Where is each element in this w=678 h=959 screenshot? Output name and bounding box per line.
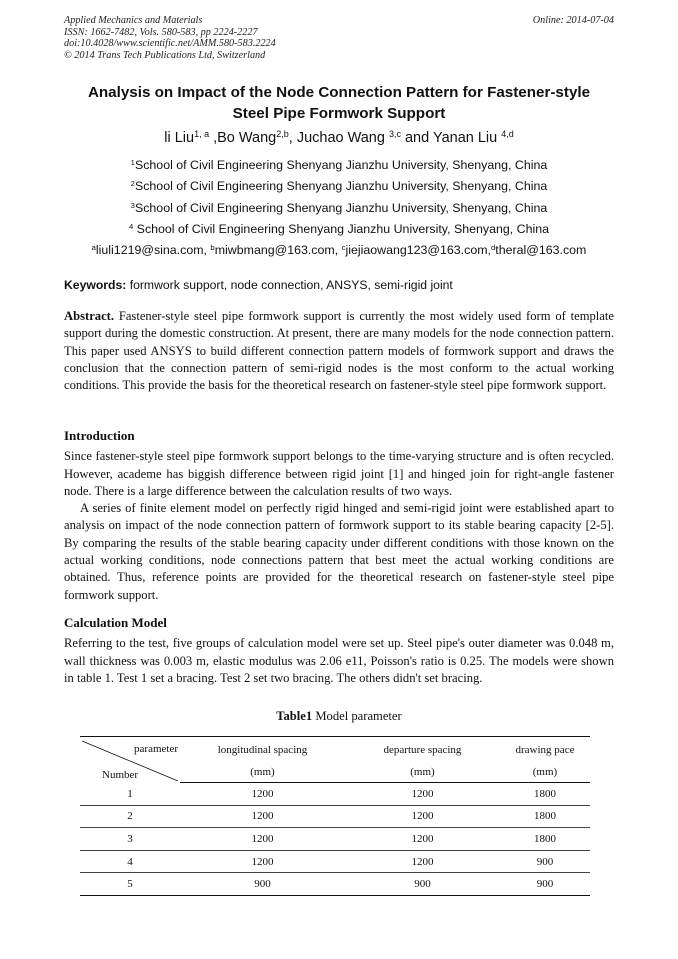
email-link[interactable]: jiejiaowang123@163.com,	[345, 243, 491, 258]
table-cell: 1200	[180, 850, 345, 873]
calculation-section	[64, 614, 614, 687]
author-sup: 3,c	[388, 129, 401, 140]
table-cell: 1	[80, 783, 180, 806]
email-sup: c	[341, 242, 346, 252]
table-cell: 1200	[345, 805, 500, 828]
affiliation	[0, 176, 678, 197]
table-cell: 1200	[180, 828, 345, 851]
table-caption-text: Model parameter	[312, 709, 402, 723]
author-name: Juchao Wang	[296, 130, 389, 146]
table-cell: 1800	[500, 805, 590, 828]
table-cell: 900	[500, 850, 590, 873]
table-cell: 2	[80, 805, 180, 828]
doi: doi:10.4028/www.scientific.net/AMM.580-583.2224	[64, 38, 276, 50]
table-row	[80, 805, 590, 828]
table-cell: 1200	[345, 828, 500, 851]
calculation-heading: Calculation Model	[64, 615, 167, 630]
affiliation	[0, 198, 678, 219]
abstract-label: Abstract.	[64, 309, 115, 323]
email-link[interactable]: liuli1219@sina.com,	[95, 243, 211, 258]
abstract	[64, 308, 614, 394]
affiliation-text: School of Civil Engineering Shenyang Jianzhu University, Shenyang, China	[134, 200, 548, 215]
table-cell: 1200	[345, 783, 500, 806]
author-name: Bo Wang	[217, 130, 277, 146]
introduction-heading: Introduction	[64, 428, 135, 443]
table-cell: 1800	[500, 828, 590, 851]
abstract-paragraph	[64, 308, 614, 394]
table-cell: 1200	[345, 850, 500, 873]
affiliation-sup: 3	[130, 200, 135, 210]
corner-parameter-label: parameter	[134, 743, 178, 755]
affiliation	[0, 219, 678, 240]
author-sep: ,	[288, 130, 297, 146]
author-sep: and	[400, 130, 433, 146]
table-row	[80, 783, 590, 806]
author-name: li Liu	[164, 130, 195, 146]
affiliation-sup: 4	[128, 221, 134, 231]
column-unit: (mm)	[345, 761, 500, 783]
table-caption-label: Table1	[276, 709, 313, 723]
email-sup: d	[490, 242, 496, 252]
journal-info	[64, 15, 276, 61]
calculation-paragraph: Referring to the test, five groups of calculation model were set up. Steel pipe's outer diameter was 0.048 m, wall thickness was 0.003 m, elastic modulus was 2.06 e11, Poisson's ratio is 0.25. The models were shown in table 1. Test 1 set a bracing. Test 2 set two bracing. The others didn't set bracing.	[64, 636, 614, 685]
title-line-2: Steel Pipe Formwork Support	[232, 105, 446, 122]
affiliation-sup: 1	[130, 157, 135, 167]
journal-name: Applied Mechanics and Materials	[64, 15, 203, 26]
affiliations	[0, 155, 678, 261]
author-sup: 4,d	[501, 129, 514, 140]
issn: ISSN: 1662-7482, Vols. 580-583, pp 2224-2227	[64, 26, 258, 38]
table-cell: 900	[180, 873, 345, 896]
table-cell: 900	[500, 873, 590, 896]
column-unit: (mm)	[180, 761, 345, 783]
column-header: longitudinal spacing	[180, 737, 345, 762]
affiliation-text: School of Civil Engineering Shenyang Jianzhu University, Shenyang, China	[134, 158, 548, 172]
column-unit: (mm)	[500, 761, 590, 783]
table-cell: 4	[80, 850, 180, 873]
table-corner-cell	[80, 737, 180, 783]
paper-title	[40, 82, 638, 124]
author-sup: 2,b	[276, 129, 289, 140]
affiliation-text: School of Civil Engineering Shenyang Jianzhu University, Shenyang, China	[133, 221, 550, 236]
column-header: departure spacing	[345, 737, 500, 762]
model-parameter-table	[80, 736, 590, 896]
email-link[interactable]: miwbmang@163.com,	[214, 243, 342, 258]
affiliation-sup: 2	[130, 179, 135, 189]
copyright: © 2014 Trans Tech Publications Ltd, Switzerland	[64, 49, 266, 61]
table-cell: 1200	[180, 805, 345, 828]
introduction-paragraph-1: Since fastener-style steel pipe formwork support belongs to the time-varying structure and is often recycled. However, academe has biggish difference between rigid joint [1] and hinged join for right-angle fastener node. There is a large difference between the calculation results of two ways.	[64, 449, 614, 498]
email-sup: a	[91, 242, 96, 252]
table-cell: 3	[80, 828, 180, 851]
table-caption	[0, 709, 678, 724]
table-cell: 1800	[500, 783, 590, 806]
table-cell: 1200	[180, 783, 345, 806]
author-list	[0, 130, 678, 146]
abstract-text: Fastener-style steel pipe formwork support is currently the most widely used form of template support during the domestic construction. At present, there are many models for the node connection pattern. This paper used ANSYS to build different connection pattern models of formwork support and draws the conclusion that the connection pattern of semi-rigid nodes is the most conform to the actual working conditions. This provide the basis for the theoretical research on fastener-style steel pipe formwork support.	[64, 309, 614, 393]
table-header-row	[80, 737, 590, 762]
keywords	[64, 278, 453, 292]
email-link[interactable]: theral@163.com	[495, 243, 587, 258]
affiliation	[0, 155, 678, 176]
table-cell: 900	[345, 873, 500, 896]
table-row	[80, 828, 590, 851]
affiliation-text: School of Civil Engineering Shenyang Jianzhu University, Shenyang, China	[134, 179, 548, 194]
column-header: drawing pace	[500, 737, 590, 762]
author-sep: ,	[209, 130, 218, 146]
online-date: Online: 2014-07-04	[532, 15, 614, 26]
table-row	[80, 873, 590, 896]
table-row	[80, 850, 590, 873]
email-list	[0, 240, 678, 261]
introduction-section	[64, 427, 614, 604]
keywords-text: formwork support, node connection, ANSYS, semi-rigid joint	[126, 278, 453, 292]
title-line-1: Analysis on Impact of the Node Connection Pattern for Fastener-style	[87, 84, 591, 101]
corner-number-label: Number	[102, 768, 139, 781]
introduction-paragraph-2: A series of finite element model on perfectly rigid hinged and semi-rigid joint were established apart to analysis on impact of the node connection pattern of formwork support to its stable bearing capacity [2-5]. By comparing the results of the stable bearing capacity under different conditions with those known on the actual working conditions, node connections pattern that best meet the actual working conditions are obtained. Thus, reference points are provided for the theoretical research on fastener-style steel pipe formwork support.	[64, 501, 614, 602]
email-sup: b	[210, 242, 215, 252]
author-sup: 1, a	[194, 129, 210, 140]
table-cell: 5	[80, 873, 180, 896]
author-name: Yanan Liu	[432, 130, 502, 146]
keywords-label: Keywords:	[64, 278, 127, 292]
